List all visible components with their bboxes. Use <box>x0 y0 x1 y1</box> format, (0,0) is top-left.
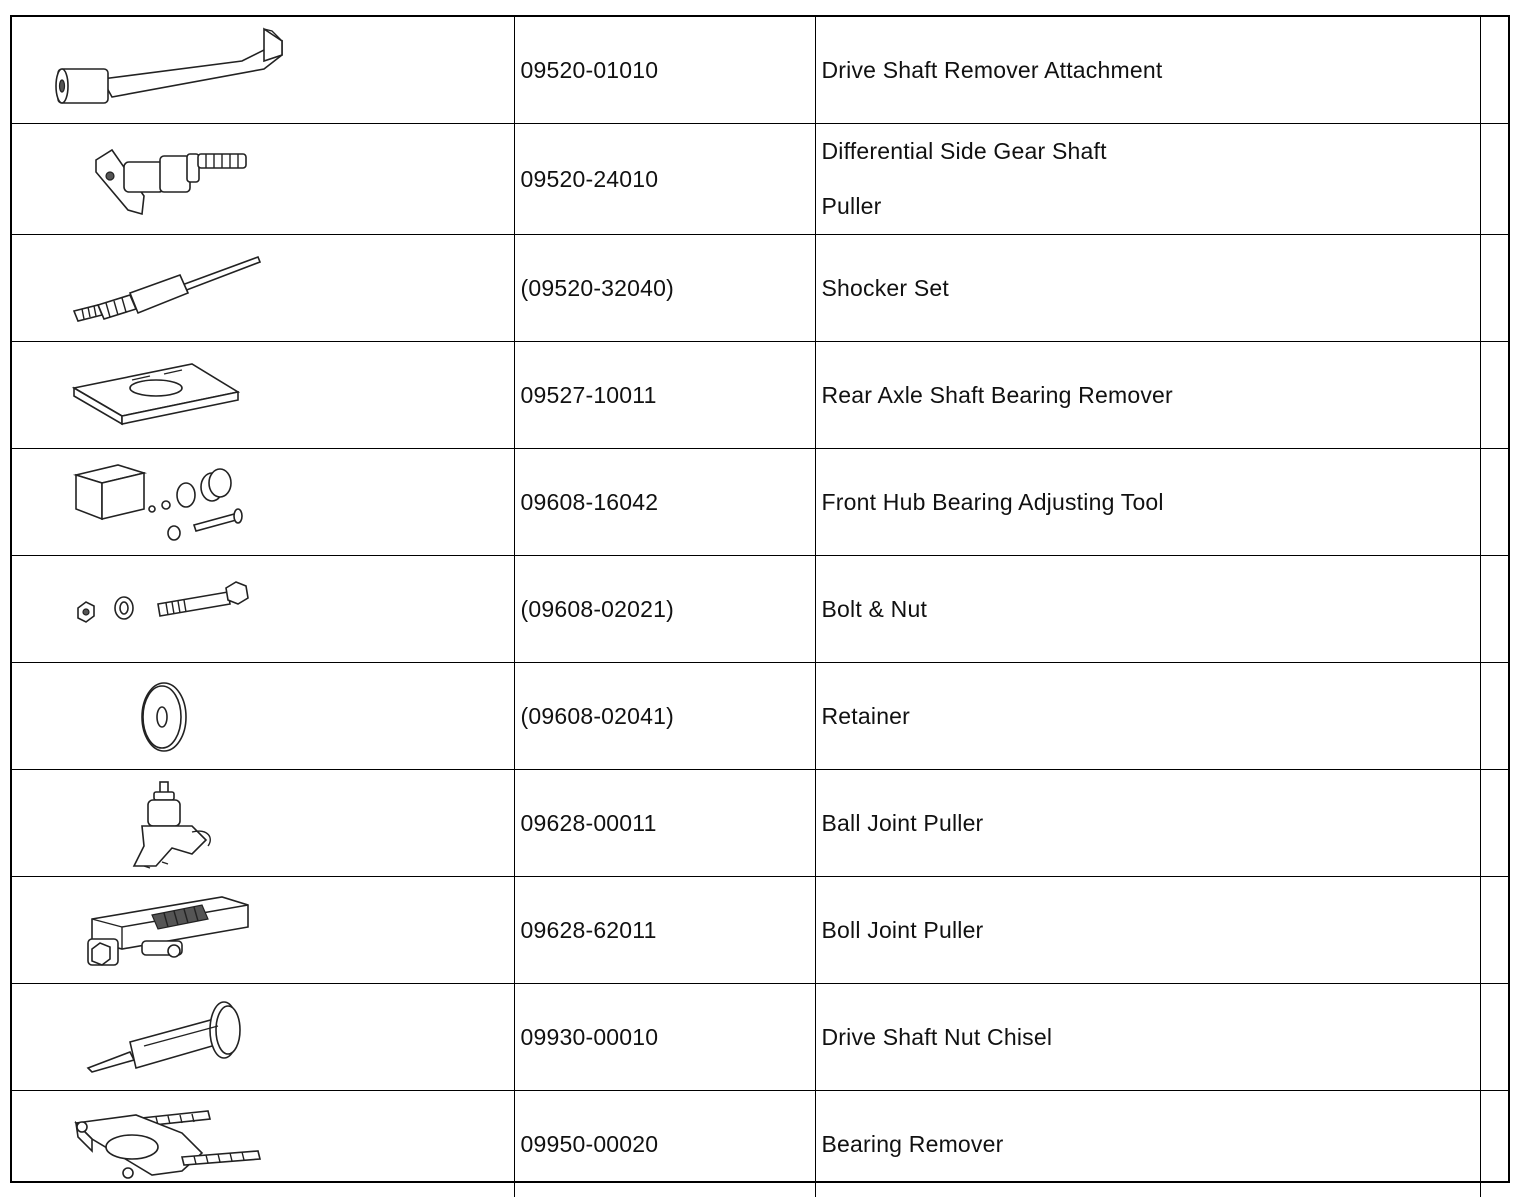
tool-name-line: Retainer <box>821 702 911 729</box>
table-row <box>12 1091 1508 1198</box>
table-row <box>12 124 1508 235</box>
table-row <box>12 663 1508 770</box>
tool-name <box>815 1091 1480 1198</box>
empty-cell <box>1480 17 1508 124</box>
part-number: 09520-01010 <box>514 17 815 124</box>
tool-name <box>815 17 1480 124</box>
table-row <box>12 877 1508 984</box>
ball-joint-puller-illustration <box>32 772 292 872</box>
drive-shaft-remover-attachment-illustration <box>32 19 292 119</box>
empty-cell <box>1480 877 1508 984</box>
boll-joint-puller-illustration <box>32 879 292 979</box>
nut-chisel-illustration <box>32 986 292 1086</box>
part-number: 09930-00010 <box>514 984 815 1091</box>
bearing-remover-illustration <box>32 1093 292 1193</box>
tool-name <box>815 342 1480 449</box>
tool-name <box>815 984 1480 1091</box>
tool-illustration-cell <box>12 877 514 984</box>
tool-illustration-cell <box>12 663 514 770</box>
tool-name <box>815 235 1480 342</box>
empty-cell <box>1480 342 1508 449</box>
table-row <box>12 342 1508 449</box>
part-number: (09520-32040) <box>514 235 815 342</box>
tool-name-line: Puller <box>821 193 882 219</box>
table-row <box>12 770 1508 877</box>
table-row <box>12 449 1508 556</box>
part-number: 09628-00011 <box>514 770 815 877</box>
tool-name <box>815 449 1480 556</box>
tool-name <box>815 556 1480 663</box>
tool-illustration-cell <box>12 342 514 449</box>
tool-illustration-cell <box>12 556 514 663</box>
bearing-remover-plate-illustration <box>32 344 292 444</box>
tool-name-line: Differential Side Gear Shaft <box>821 138 1107 164</box>
empty-cell <box>1480 124 1508 235</box>
shocker-set-illustration <box>32 237 292 337</box>
table-row <box>12 984 1508 1091</box>
tool-name <box>815 663 1480 770</box>
empty-cell <box>1480 770 1508 877</box>
retainer-washer-illustration <box>32 665 292 765</box>
table-row <box>12 556 1508 663</box>
empty-cell <box>1480 235 1508 342</box>
tool-illustration-cell <box>12 17 514 124</box>
tool-name-line: Boll Joint Puller <box>821 916 984 943</box>
tool-illustration-cell <box>12 449 514 556</box>
tool-illustration-cell <box>12 124 514 235</box>
tool-name-line: Bolt & Nut <box>821 595 928 622</box>
empty-cell <box>1480 663 1508 770</box>
tool-illustration-cell <box>12 984 514 1091</box>
empty-cell <box>1480 556 1508 663</box>
part-number: 09950-00020 <box>514 1091 815 1198</box>
tools-grid <box>12 17 1508 1197</box>
tool-name-line: Drive Shaft Nut Chisel <box>821 1023 1053 1050</box>
tool-name <box>815 124 1480 235</box>
part-number: 09520-24010 <box>514 124 815 235</box>
special-tools-table <box>10 15 1510 1183</box>
tool-name-line: Rear Axle Shaft Bearing Remover <box>821 381 1173 408</box>
tool-name-line: Bearing Remover <box>821 1130 1004 1157</box>
part-number: 09527-10011 <box>514 342 815 449</box>
tool-name-line: Drive Shaft Remover Attachment <box>821 56 1163 83</box>
tool-illustration-cell <box>12 1091 514 1198</box>
side-gear-shaft-puller-illustration <box>32 126 292 226</box>
empty-cell <box>1480 449 1508 556</box>
part-number: 09628-62011 <box>514 877 815 984</box>
empty-cell <box>1480 984 1508 1091</box>
table-row <box>12 235 1508 342</box>
part-number: (09608-02021) <box>514 556 815 663</box>
hub-bearing-tool-illustration <box>32 451 292 551</box>
part-number: 09608-16042 <box>514 449 815 556</box>
tool-name-line: Ball Joint Puller <box>821 809 984 836</box>
tool-name-line: Shocker Set <box>821 274 949 301</box>
tool-illustration-cell <box>12 235 514 342</box>
part-number: (09608-02041) <box>514 663 815 770</box>
tool-name-line: Front Hub Bearing Adjusting Tool <box>821 488 1164 515</box>
tool-name <box>815 877 1480 984</box>
tool-illustration-cell <box>12 770 514 877</box>
empty-cell <box>1480 1091 1508 1198</box>
tool-name <box>815 770 1480 877</box>
bolt-and-nut-illustration <box>32 558 292 658</box>
table-row <box>12 17 1508 124</box>
